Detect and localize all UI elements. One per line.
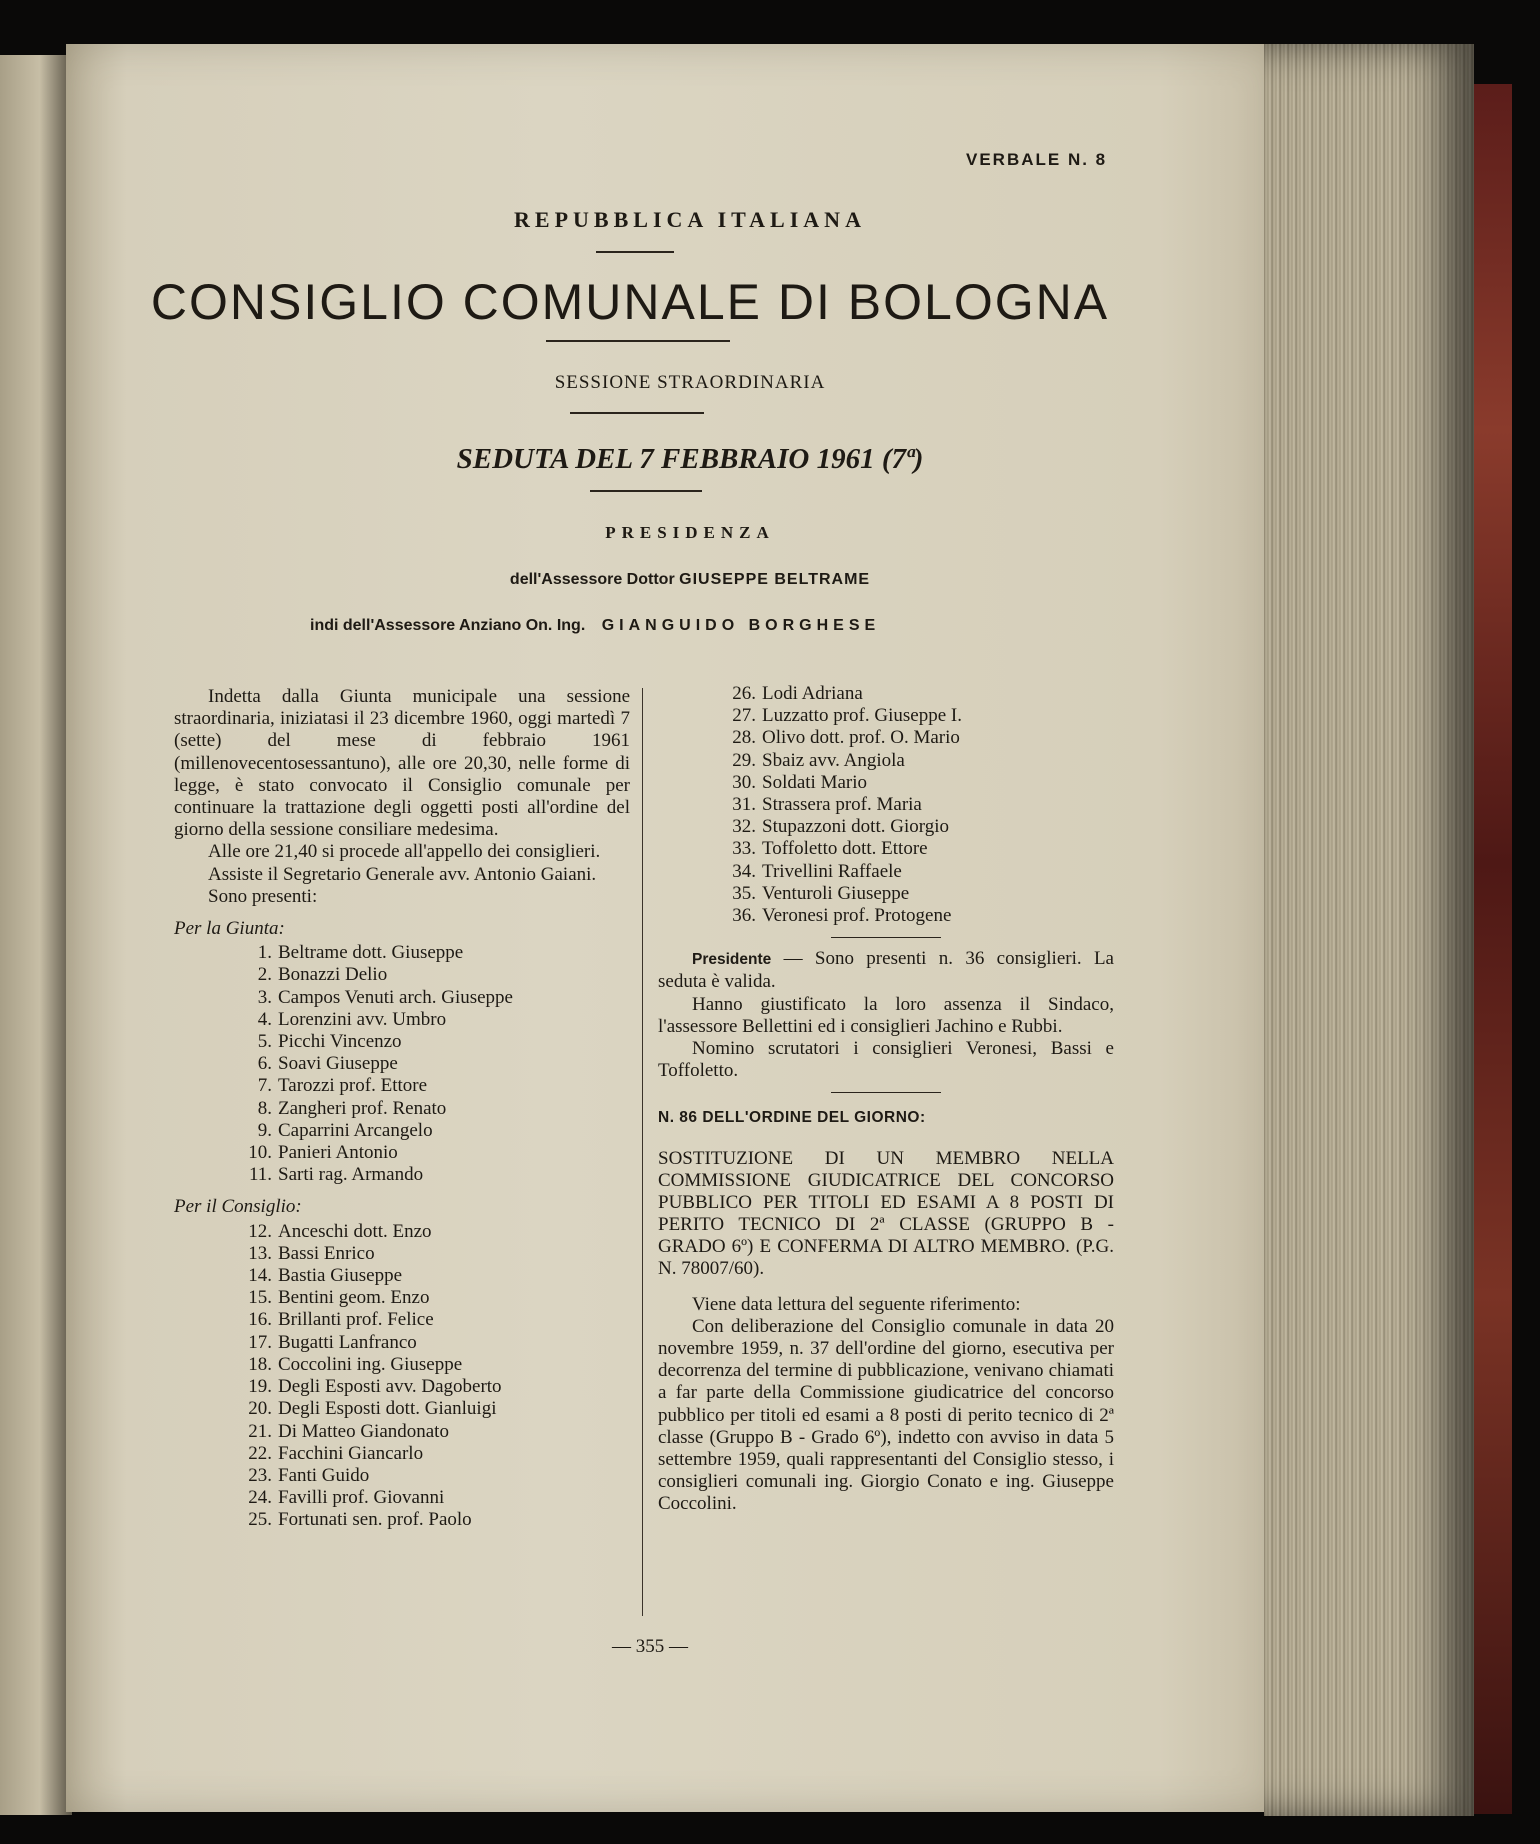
member-item xyxy=(658,772,1114,794)
divider xyxy=(570,412,704,414)
giunta-label: Per la Giunta: xyxy=(174,918,285,940)
member-number: 5. xyxy=(257,1031,272,1053)
agenda-subject: SOSTITUZIONE DI UN MEMBRO NELLA COMMISSIONE GIUDICATRICE DEL CONCORSO PUBBLICO PER TITOLI ED ESAMI A 8 POSTI DI PERITO TECNICO DI 2ª CLASSE (GRUPPO B - GRADO 6º) E CONFERMA DI ALTRO MEMBRO. (P.G. N. 78007/60). xyxy=(658,1147,1114,1279)
member-item xyxy=(174,1332,630,1354)
member-item xyxy=(174,1265,630,1287)
member-number: 30. xyxy=(732,771,756,793)
member-number: 25. xyxy=(248,1509,272,1531)
member-number: 28. xyxy=(732,727,756,749)
divider xyxy=(831,1092,941,1093)
right-column xyxy=(658,683,1114,1516)
member-name: Tarozzi prof. Ettore xyxy=(278,1075,428,1097)
member-item xyxy=(658,816,1114,838)
president-label: Presidente xyxy=(692,951,772,969)
president-statement: Hanno giustificato la loro assenza il Sindaco, l'assessore Bellettini ed i consiglieri Jachino e Rubbi. xyxy=(658,993,1114,1037)
member-item xyxy=(174,964,630,986)
member-item xyxy=(174,987,630,1009)
member-number: 35. xyxy=(732,882,756,904)
member-name: Venturoli Giuseppe xyxy=(762,882,910,904)
member-item xyxy=(174,1287,630,1309)
council-title: CONSIGLIO COMUNALE DI BOLOGNA xyxy=(150,274,1110,330)
member-item xyxy=(658,705,1114,727)
member-name: Bugatti Lanfranco xyxy=(278,1331,417,1353)
member-name: Soavi Giuseppe xyxy=(278,1053,398,1075)
member-name: Olivo dott. prof. O. Mario xyxy=(762,727,960,749)
president-statement: Nomino scrutatori i consiglieri Veronesi, Bassi e Toffoletto. xyxy=(658,1038,1114,1082)
member-item xyxy=(174,1465,630,1487)
presidency-1-name: GIUSEPPE BELTRAME xyxy=(679,571,871,588)
presidency-heading: PRESIDENZA xyxy=(605,523,775,542)
member-item xyxy=(658,883,1114,905)
member-name: Bonazzi Delio xyxy=(278,964,388,986)
member-number: 22. xyxy=(248,1442,272,1464)
divider xyxy=(590,490,702,492)
member-name: Picchi Vincenzo xyxy=(278,1031,402,1053)
consiglio-list-right xyxy=(658,683,1114,927)
member-name: Di Matteo Giandonato xyxy=(278,1420,449,1442)
member-number: 10. xyxy=(248,1142,272,1164)
member-item xyxy=(658,794,1114,816)
member-name: Degli Esposti avv. Dagoberto xyxy=(278,1376,502,1398)
member-item xyxy=(174,1075,630,1097)
president-text: — Sono presenti n. 36 consiglieri. La seduta è valida. xyxy=(658,948,1114,993)
member-name: Fortunati sen. prof. Paolo xyxy=(278,1509,472,1531)
member-name: Anceschi dott. Enzo xyxy=(278,1220,432,1242)
member-name: Degli Esposti dott. Gianluigi xyxy=(278,1398,497,1420)
member-item xyxy=(174,1376,630,1398)
member-name: Soldati Mario xyxy=(762,771,868,793)
left-page-edge xyxy=(0,55,72,1815)
member-number: 21. xyxy=(248,1420,272,1442)
member-number: 12. xyxy=(248,1220,272,1242)
presidency-line-2 xyxy=(310,617,880,635)
republic-title: REPUBBLICA ITALIANA xyxy=(514,207,866,232)
member-number: 4. xyxy=(257,1008,272,1030)
member-item xyxy=(174,1443,630,1465)
divider xyxy=(831,937,941,938)
member-number: 11. xyxy=(248,1164,272,1186)
giunta-list xyxy=(174,942,630,1186)
member-item xyxy=(174,1221,630,1243)
member-number: 20. xyxy=(248,1398,272,1420)
member-name: Lorenzini avv. Umbro xyxy=(278,1008,447,1030)
member-item xyxy=(174,1142,630,1164)
member-name: Beltrame dott. Giuseppe xyxy=(278,942,464,964)
presidency-1-prefix: dell'Assessore Dottor xyxy=(509,571,675,588)
session-type: SESSIONE STRAORDINARIA xyxy=(554,372,826,393)
member-name: Veronesi prof. Protogene xyxy=(762,905,952,927)
member-name: Strassera prof. Maria xyxy=(762,794,922,816)
member-item xyxy=(174,1098,630,1120)
member-name: Stupazzoni dott. Giorgio xyxy=(762,816,949,838)
member-item xyxy=(174,1120,630,1142)
member-name: Facchini Giancarlo xyxy=(278,1442,424,1464)
member-name: Lodi Adriana xyxy=(762,683,863,704)
member-name: Brillanti prof. Felice xyxy=(278,1309,434,1331)
intro-paragraph: Indetta dalla Giunta municipale una sessione straordinaria, iniziatasi il 23 dicembre 1960, oggi martedì 7 (sette) del mese di febbraio 1961 (millenovecentosessantuno), alle ore 20,30, nelle forme di legge, è stato convocato il Consiglio comunale per continuare la trattazione degli oggetti posti all'ordine del giorno della sessione consiliare medesima. xyxy=(174,686,630,841)
member-name: Zangheri prof. Renato xyxy=(278,1097,447,1119)
member-name: Fanti Guido xyxy=(278,1464,370,1486)
member-number: 2. xyxy=(257,964,272,986)
member-number: 3. xyxy=(257,986,272,1008)
member-number: 9. xyxy=(257,1119,272,1141)
member-item xyxy=(658,838,1114,860)
member-number: 27. xyxy=(732,705,756,727)
member-item xyxy=(658,861,1114,883)
member-name: Trivellini Raffaele xyxy=(762,860,902,882)
member-item xyxy=(174,1487,630,1509)
member-name: Bastia Giuseppe xyxy=(278,1265,403,1287)
member-number: 13. xyxy=(248,1242,272,1264)
member-number: 6. xyxy=(257,1053,272,1075)
member-number: 31. xyxy=(732,794,756,816)
member-name: Toffoletto dott. Ettore xyxy=(762,838,928,860)
meeting-date: SEDUTA DEL 7 FEBBRAIO 1961 (7ª) xyxy=(456,443,924,475)
agenda-paragraph: Con deliberazione del Consiglio comunale in data 20 novembre 1959, n. 37 dell'ordine del giorno, esecutiva per decorrenza del termine di pubblicazione, venivano chiamati a far parte della Commissione giudicatrice del concorso pubblico per titoli ed esami a 8 posti di perito tecnico di 2ª classe (Gruppo B - Grado 6º), indetto con avviso in data 5 settembre 1959, quali rappresentanti del Consiglio stesso, i consiglieri comunali ing. Giorgio Conato e ing. Giuseppe Coccolini. xyxy=(658,1315,1114,1515)
member-name: Luzzatto prof. Giuseppe I. xyxy=(762,705,962,727)
member-name: Bentini geom. Enzo xyxy=(278,1287,430,1309)
member-item xyxy=(174,1053,630,1075)
president-statement xyxy=(658,948,1114,993)
intro-paragraph: Sono presenti: xyxy=(208,885,318,907)
member-name: Coccolini ing. Giuseppe xyxy=(278,1353,463,1375)
member-name: Panieri Antonio xyxy=(278,1142,398,1164)
column-separator xyxy=(642,688,643,1616)
member-item xyxy=(658,727,1114,749)
member-item xyxy=(174,1009,630,1031)
member-number: 7. xyxy=(257,1075,272,1097)
member-number: 19. xyxy=(248,1376,272,1398)
member-item xyxy=(174,1309,630,1331)
presidency-2-name: GIANGUIDO BORGHESE xyxy=(601,617,881,634)
member-number: 36. xyxy=(732,905,756,927)
left-column xyxy=(174,686,630,1532)
member-number: 18. xyxy=(248,1353,272,1375)
divider xyxy=(596,251,674,253)
member-number: 32. xyxy=(732,816,756,838)
intro-paragraph: Alle ore 21,40 si procede all'appello dei consiglieri. xyxy=(208,841,601,863)
member-number: 24. xyxy=(248,1487,272,1509)
book-spine xyxy=(1474,84,1512,1814)
member-number: 29. xyxy=(732,749,756,771)
member-item xyxy=(174,1031,630,1053)
member-item xyxy=(658,683,1114,705)
member-item xyxy=(174,1164,630,1186)
verbale-number: VERBALE N. 8 xyxy=(966,150,1108,169)
member-item xyxy=(174,1398,630,1420)
member-number: 17. xyxy=(248,1331,272,1353)
member-number: 23. xyxy=(248,1464,272,1486)
member-item xyxy=(174,1421,630,1443)
member-number: 1. xyxy=(257,942,272,964)
member-name: Bassi Enrico xyxy=(278,1242,375,1264)
consiglio-label: Per il Consiglio: xyxy=(174,1196,302,1218)
divider xyxy=(546,340,730,342)
member-number: 15. xyxy=(248,1287,272,1309)
consiglio-list-left xyxy=(174,1221,630,1532)
member-name: Campos Venuti arch. Giuseppe xyxy=(278,986,513,1008)
member-number: 34. xyxy=(732,860,756,882)
intro-paragraph: Assiste il Segretario Generale avv. Antonio Gaiani. xyxy=(208,863,597,885)
agenda-heading: N. 86 DELL'ORDINE DEL GIORNO: xyxy=(658,1109,926,1127)
member-number: 8. xyxy=(257,1097,272,1119)
member-number: 16. xyxy=(248,1309,272,1331)
member-name: Caparrini Arcangelo xyxy=(278,1119,433,1141)
member-number: 26. xyxy=(732,683,756,704)
agenda-paragraph: Viene data lettura del seguente riferimento: xyxy=(692,1293,1021,1315)
member-item xyxy=(174,1243,630,1265)
member-name: Favilli prof. Giovanni xyxy=(278,1487,445,1509)
page-number: — 355 — xyxy=(612,1636,688,1657)
member-item xyxy=(658,905,1114,927)
member-item xyxy=(658,750,1114,772)
member-number: 14. xyxy=(248,1265,272,1287)
presidency-2-prefix: indi dell'Assessore Anziano On. Ing. xyxy=(310,617,586,634)
member-item xyxy=(174,1509,630,1531)
member-item xyxy=(174,942,630,964)
member-name: Sbaiz avv. Angiola xyxy=(762,749,905,771)
page-edges xyxy=(1264,44,1474,1816)
member-name: Sarti rag. Armando xyxy=(278,1164,424,1186)
presidency-line-1 xyxy=(300,571,1080,589)
member-item xyxy=(174,1354,630,1376)
member-number: 33. xyxy=(732,838,756,860)
